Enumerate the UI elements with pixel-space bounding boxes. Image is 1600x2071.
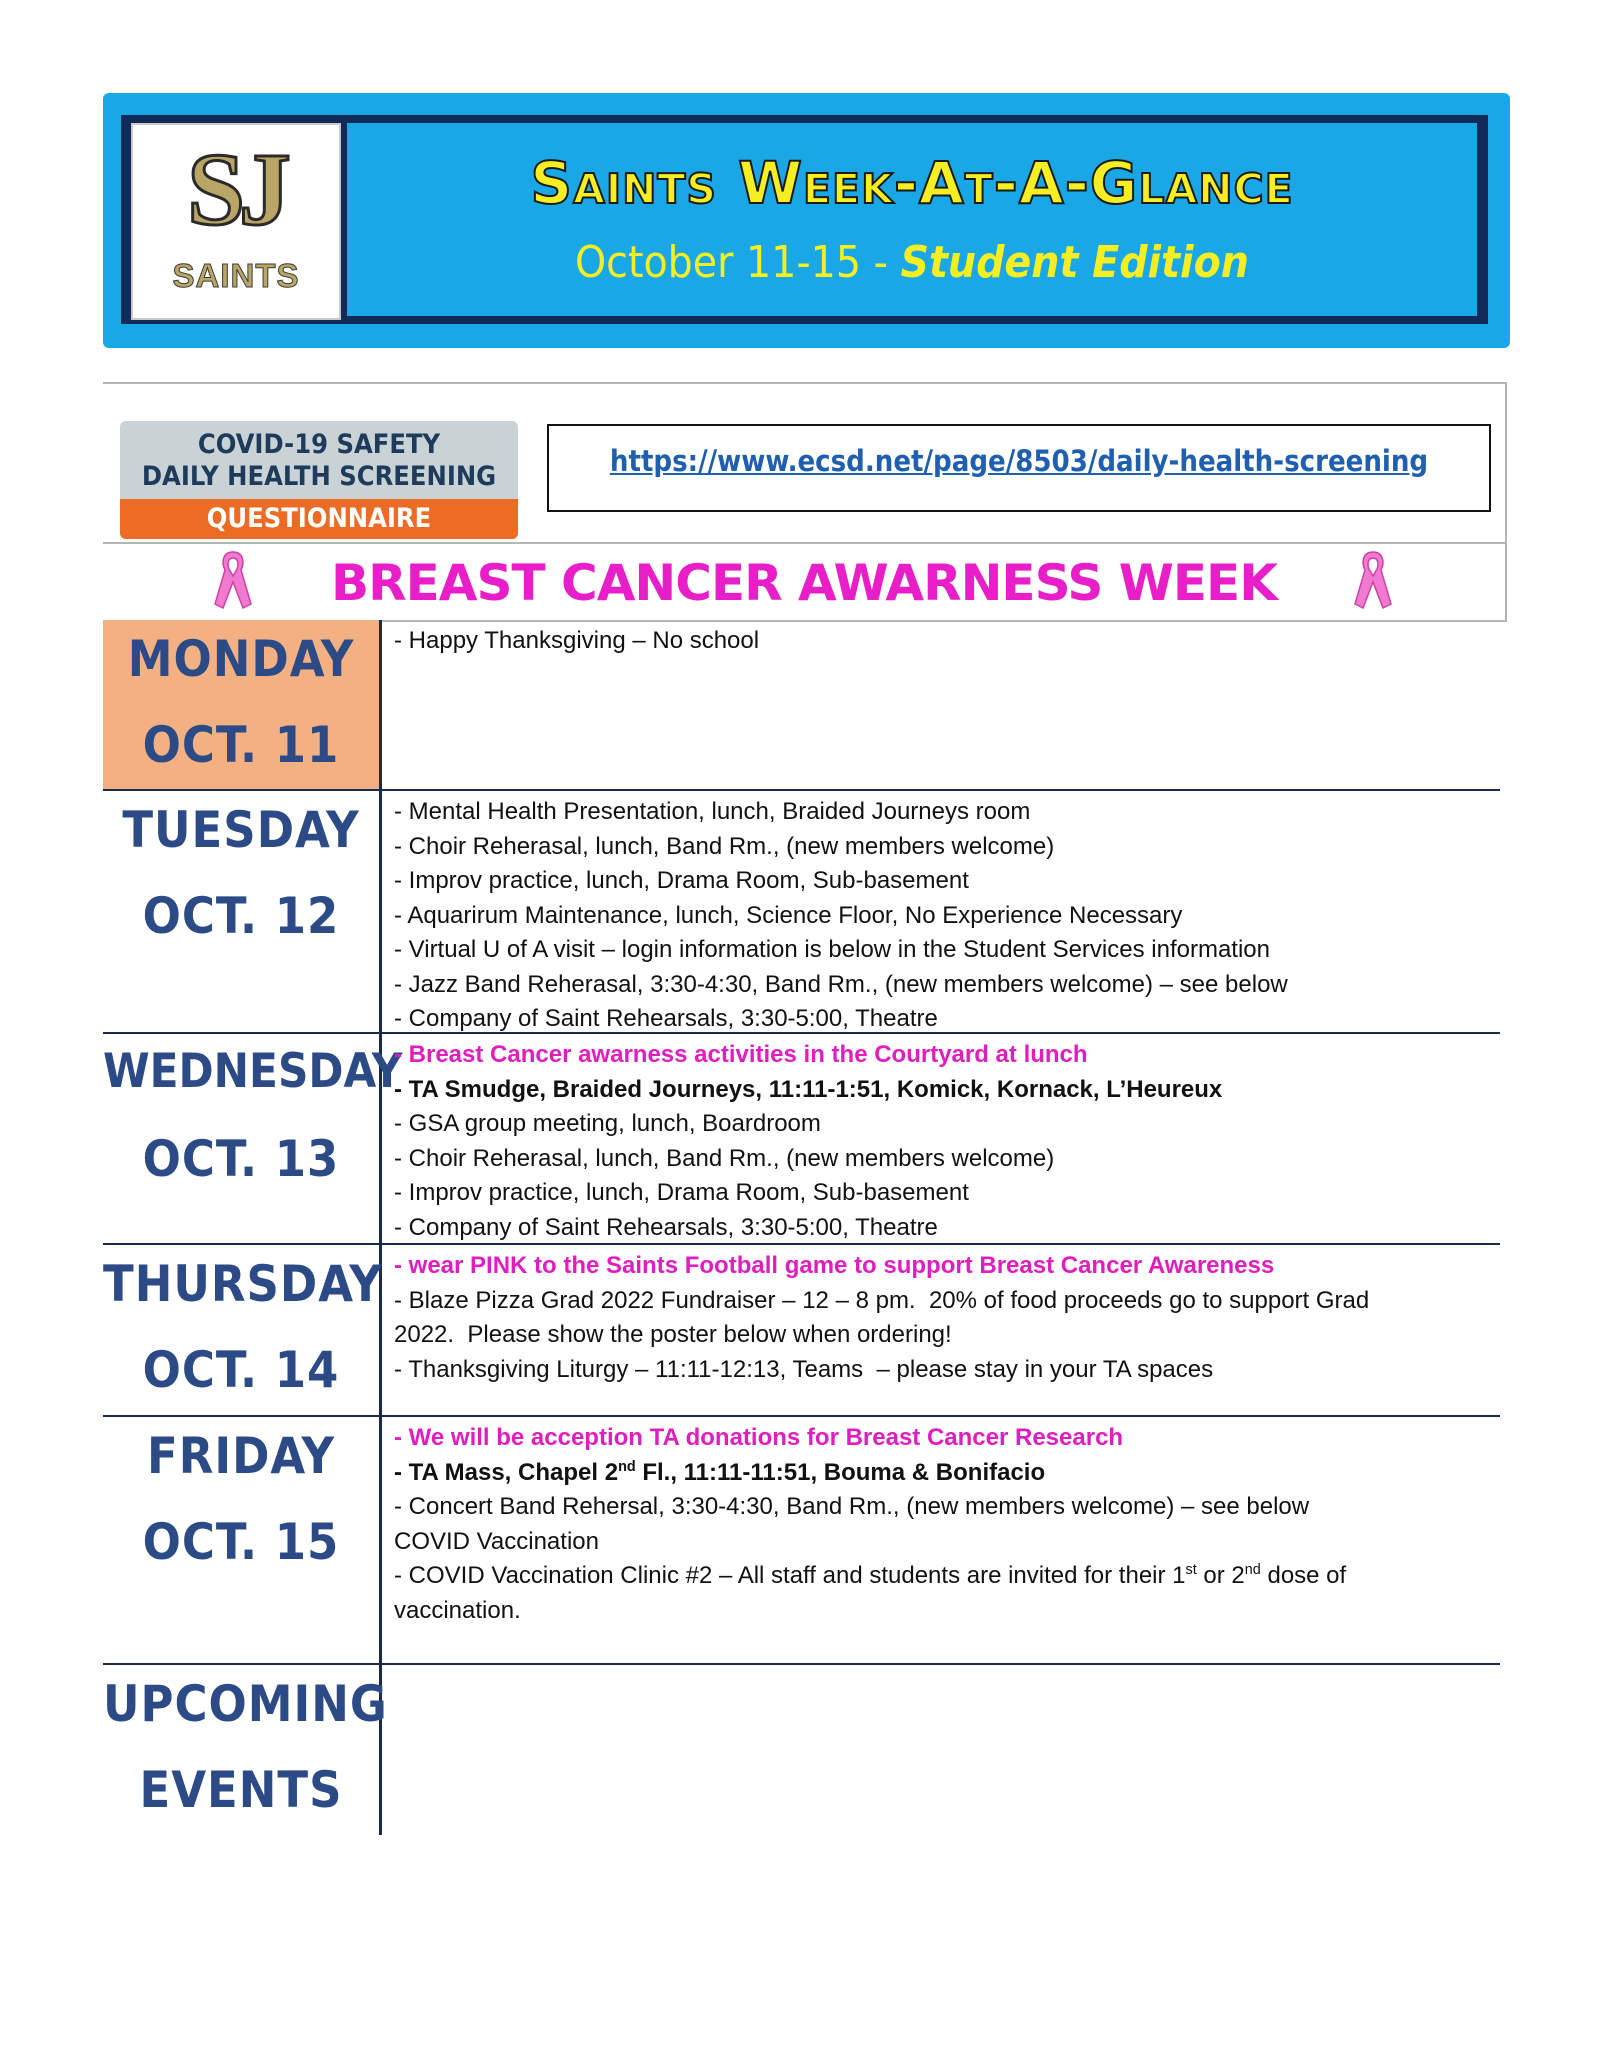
day-date: OCT. 13 [142,1130,340,1188]
event-item: - GSA group meeting, lunch, Boardroom [394,1110,821,1137]
day-name: FRIDAY [146,1427,336,1485]
ordinal-suffix: nd [618,1458,636,1475]
event-item: - Virtual U of A visit – login information is below in the Student Services information [394,936,1270,963]
day-cell [103,620,382,790]
day-date: OCT. 12 [142,887,340,945]
day-cell [103,1665,388,1835]
event-item: - Jazz Band Reherasal, 3:30-4:30, Band Rm., (new members welcome) – see below [394,970,1288,998]
event-item: - Aquarirum Maintenance, lunch, Science Floor, No Experience Necessary [394,901,1183,929]
day-date: OCT. 15 [142,1513,340,1571]
event-text: - COVID Vaccination Clinic #2 – All staff and students are invited for their [394,1562,1173,1589]
day-row-friday [103,1417,1500,1663]
event-text: Fl., 11:11-11:51, Bouma & Bonifacio [635,1458,1046,1486]
event-item: - Choir Reherasal, lunch, Band Rm., (new members welcome) [394,1144,1055,1172]
day-row-tuesday [103,791,1500,1032]
section-name: UPCOMING [103,1675,388,1733]
event-text: - TA Mass, Chapel [394,1458,605,1486]
logo-letters: SJ [187,132,285,247]
ordinal-suffix: nd [1244,1562,1261,1578]
ordinal-1st: 1st [1172,1562,1197,1589]
covid-row [103,382,1507,544]
event-item-highlight: - Breast Cancer awarness activities in the Courtyard at lunch [394,1041,1088,1068]
subtitle-edition: Student Edition [900,237,1249,288]
section-name-line2: EVENTS [139,1761,343,1819]
day-name: WEDNESDAY [103,1044,403,1099]
day-row-wednesday [103,1034,1500,1243]
covid-badge-questionnaire: QUESTIONNAIRE [120,499,518,539]
day-row-monday [103,620,1500,790]
ordinal-suffix: st [1185,1562,1197,1578]
awareness-row [103,542,1507,622]
event-item: 2022. Please show the poster below when ordering! [394,1321,952,1348]
day-row-upcoming [103,1665,1500,1835]
event-item [394,1559,1494,1594]
saints-logo [131,123,341,320]
title-box [347,123,1477,316]
event-item-bold: - TA Smudge, Braided Journeys, 11:11-1:51, Komick, Kornack, L’Heureux [394,1075,1223,1103]
covid-badge-line2: DAILY HEALTH SCREENING [141,461,497,492]
event-item: - Mental Health Presentation, lunch, Braided Journeys room [394,798,1031,825]
ordinal-2nd: 2nd [1231,1562,1261,1589]
event-item-bold [394,1456,1494,1491]
subtitle-dates: October 11-15 - [575,237,901,288]
header-inner [121,115,1488,324]
event-text: dose of [1260,1562,1347,1589]
event-list [394,624,1494,659]
covid-badge-line1: COVID-19 SAFETY [197,429,441,460]
covid-link-box [547,424,1491,512]
day-date: OCT. 11 [142,716,340,774]
event-list [394,1038,1494,1245]
page-subtitle [347,237,1477,288]
day-cell [103,1417,382,1663]
event-item: - Improv practice, lunch, Drama Room, Sub-basement [394,867,969,894]
event-list [394,1249,1494,1387]
event-item-highlight: - wear PINK to the Saints Football game to support Breast Cancer Awareness [394,1252,1275,1279]
event-text: or [1196,1562,1232,1589]
event-item: - Blaze Pizza Grad 2022 Fundraiser – 12 – 8 pm. 20% of food proceeds go to support Grad [394,1286,1370,1314]
covid-screening-badge[interactable] [120,421,518,539]
event-item: - Thanksgiving Liturgy – 11:11-12:13, Teams – please stay in your TA spaces [394,1355,1214,1383]
awareness-title: BREAST CANCER AWARNESS WEEK [331,554,1277,612]
logo-text: SAINTS [172,257,300,294]
event-item: - Company of Saint Rehearsals, 3:30-5:00, Theatre [394,1005,938,1032]
day-row-thursday [103,1245,1500,1415]
event-item: - Company of Saint Rehearsals, 3:30-5:00, Theatre [394,1213,938,1241]
day-date: OCT. 14 [142,1341,340,1399]
event-item: - Choir Reherasal, lunch, Band Rm., (new members welcome) [394,832,1055,860]
event-item: - Concert Band Rehersal, 3:30-4:30, Band Rm., (new members welcome) – see below [394,1493,1310,1520]
day-name: THURSDAY [103,1255,383,1313]
event-list [394,795,1494,1037]
day-cell [103,1034,403,1243]
day-name: MONDAY [127,630,355,688]
day-cell [103,1245,382,1415]
event-item: vaccination. [394,1596,521,1624]
day-cell [103,791,382,1032]
header-banner [103,93,1510,348]
pink-ribbon-icon [1351,548,1395,612]
event-item: - Happy Thanksgiving – No school [394,627,760,654]
ordinal-2nd: 2nd [604,1458,636,1486]
event-item: - Improv practice, lunch, Drama Room, Sub-basement [394,1179,969,1206]
health-screening-link[interactable]: https://www.ecsd.net/page/8503/daily-health-screening [609,444,1429,478]
event-list [394,1421,1494,1628]
event-item: COVID Vaccination [394,1527,599,1555]
page-title: Saints Week-At-A-Glance [530,149,1294,217]
event-item-highlight: - We will be acception TA donations for Breast Cancer Research [394,1424,1124,1451]
day-name: TUESDAY [122,801,360,859]
